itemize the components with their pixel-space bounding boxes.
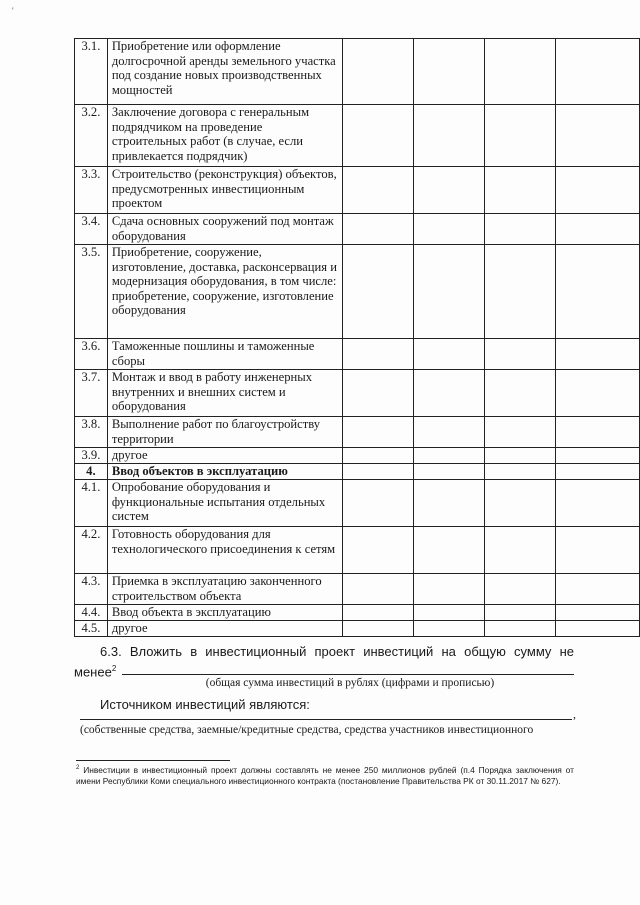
table-row [75, 214, 640, 245]
empty-cell [484, 105, 555, 167]
investment-sum-blank-line [122, 674, 574, 675]
empty-cell [555, 574, 639, 605]
investment-sources-blank-line [80, 707, 576, 721]
empty-cell [414, 417, 485, 448]
empty-cell [555, 464, 639, 480]
empty-cell [343, 605, 414, 621]
investment-sources-caption: (собственные средства, заемные/кредитные средства, средства участников инвестиционного [80, 724, 534, 736]
empty-cell [555, 245, 639, 339]
empty-cell [343, 339, 414, 370]
empty-cell [343, 527, 414, 574]
empty-cell [343, 417, 414, 448]
section-6-3-text: 6.3. Вложить в инвестиционный проект инвестиций на общую сумму не менее [74, 644, 574, 680]
table-row [75, 245, 640, 339]
stage-description: Приобретение или оформление долгосрочной аренды земельного участка под создание новых производственных мощностей [107, 39, 342, 105]
empty-cell [555, 370, 639, 417]
empty-cell [484, 214, 555, 245]
empty-cell [414, 370, 485, 417]
empty-cell [414, 105, 485, 167]
empty-cell [343, 370, 414, 417]
empty-cell [414, 605, 485, 621]
empty-cell [484, 605, 555, 621]
investment-sources-label: Источником инвестиций являются: [100, 697, 310, 712]
stage-description: Сдача основных сооружений под монтаж оборудования [107, 214, 342, 245]
empty-cell [343, 448, 414, 464]
empty-cell [484, 245, 555, 339]
empty-cell [555, 621, 639, 637]
empty-cell [484, 417, 555, 448]
stage-description: Заключение договора с генеральным подрядчиком на проведение строительных работ (в случае, если привлекается подрядчик) [107, 105, 342, 167]
empty-cell [555, 527, 639, 574]
stage-description: Выполнение работ по благоустройству территории [107, 417, 342, 448]
table-row [75, 370, 640, 417]
table-row [75, 574, 640, 605]
empty-cell [343, 574, 414, 605]
empty-cell [555, 339, 639, 370]
empty-cell [343, 464, 414, 480]
row-number: 4.5. [75, 621, 108, 637]
row-number: 3.1. [75, 39, 108, 105]
empty-cell [484, 448, 555, 464]
empty-cell [343, 214, 414, 245]
table-row [75, 621, 640, 637]
table-row [75, 417, 640, 448]
empty-cell [555, 417, 639, 448]
footnote-number: 2 [76, 765, 80, 771]
row-number: 3.7. [75, 370, 108, 417]
footnote-reference: 2 [111, 664, 117, 673]
empty-cell [484, 370, 555, 417]
row-number: 3.4. [75, 214, 108, 245]
row-number: 4.1. [75, 480, 108, 527]
empty-cell [555, 448, 639, 464]
empty-cell [343, 105, 414, 167]
empty-cell [484, 621, 555, 637]
table-row [75, 448, 640, 464]
table-row [75, 605, 640, 621]
empty-cell [414, 245, 485, 339]
table-row [75, 480, 640, 527]
empty-cell [414, 214, 485, 245]
row-number: 3.2. [75, 105, 108, 167]
table-row [75, 167, 640, 214]
page-corner-mark: ' [12, 6, 14, 16]
empty-cell [555, 214, 639, 245]
empty-cell [343, 245, 414, 339]
row-number: 3.8. [75, 417, 108, 448]
investment-stages-table [74, 38, 640, 637]
stage-description: Таможенные пошлины и таможенные сборы [107, 339, 342, 370]
empty-cell [484, 527, 555, 574]
row-number: 4.2. [75, 527, 108, 574]
sources-line-comma: , [573, 707, 576, 721]
table-row [75, 39, 640, 105]
footnote [76, 763, 574, 787]
empty-cell [343, 167, 414, 214]
row-number: 4.4. [75, 605, 108, 621]
investment-sum-caption: (общая сумма инвестиций в рублях (цифрами и прописью) [205, 677, 495, 689]
empty-cell [484, 574, 555, 605]
table-row [75, 105, 640, 167]
empty-cell [555, 605, 639, 621]
empty-cell [555, 105, 639, 167]
empty-cell [484, 464, 555, 480]
row-number: 4.3. [75, 574, 108, 605]
stage-description: Приобретение, сооружение, изготовление, доставка, расконсервация и модернизация оборудования, в том числе: приобретение, сооружение, изготовление оборудования [107, 245, 342, 339]
empty-cell [484, 480, 555, 527]
empty-cell [555, 39, 639, 105]
stage-description: Строительство (реконструкция) объектов, предусмотренных инвестиционным проектом [107, 167, 342, 214]
empty-cell [484, 39, 555, 105]
empty-cell [555, 167, 639, 214]
stage-description: Ввод объекта в эксплуатацию [107, 605, 342, 621]
stage-description: Монтаж и ввод в работу инженерных внутренних и внешних систем и оборудования [107, 370, 342, 417]
empty-cell [414, 480, 485, 527]
footnote-separator [76, 760, 230, 761]
stage-description: Приемка в эксплуатацию законченного строительством объекта [107, 574, 342, 605]
empty-cell [414, 39, 485, 105]
table-row [75, 527, 640, 574]
empty-cell [414, 339, 485, 370]
empty-cell [555, 480, 639, 527]
empty-cell [414, 167, 485, 214]
stage-description: Ввод объектов в эксплуатацию [107, 464, 342, 480]
row-number: 3.9. [75, 448, 108, 464]
table-row [75, 464, 640, 480]
empty-cell [343, 39, 414, 105]
row-number: 3.5. [75, 245, 108, 339]
empty-cell [343, 621, 414, 637]
stage-description: другое [107, 621, 342, 637]
empty-cell [414, 448, 485, 464]
empty-cell [414, 621, 485, 637]
table-row [75, 339, 640, 370]
empty-cell [414, 574, 485, 605]
empty-cell [484, 339, 555, 370]
row-number: 3.3. [75, 167, 108, 214]
stage-description: Готовность оборудования для технологического присоединения к сетям [107, 527, 342, 574]
stage-description: Опробование оборудования и функциональные испытания отдельных систем [107, 480, 342, 527]
stage-description: другое [107, 448, 342, 464]
empty-cell [414, 464, 485, 480]
footnote-text: Инвестиции в инвестиционный проект должны составлять не менее 250 миллионов рублей (п.4 Порядка заключения от имени Республики Коми специального инвестиционного контракта (постановление Правительства РК от 30.11.2017 № 627). [76, 764, 574, 786]
empty-cell [484, 167, 555, 214]
row-number: 3.6. [75, 339, 108, 370]
empty-cell [414, 527, 485, 574]
empty-cell [343, 480, 414, 527]
row-number: 4. [75, 464, 108, 480]
